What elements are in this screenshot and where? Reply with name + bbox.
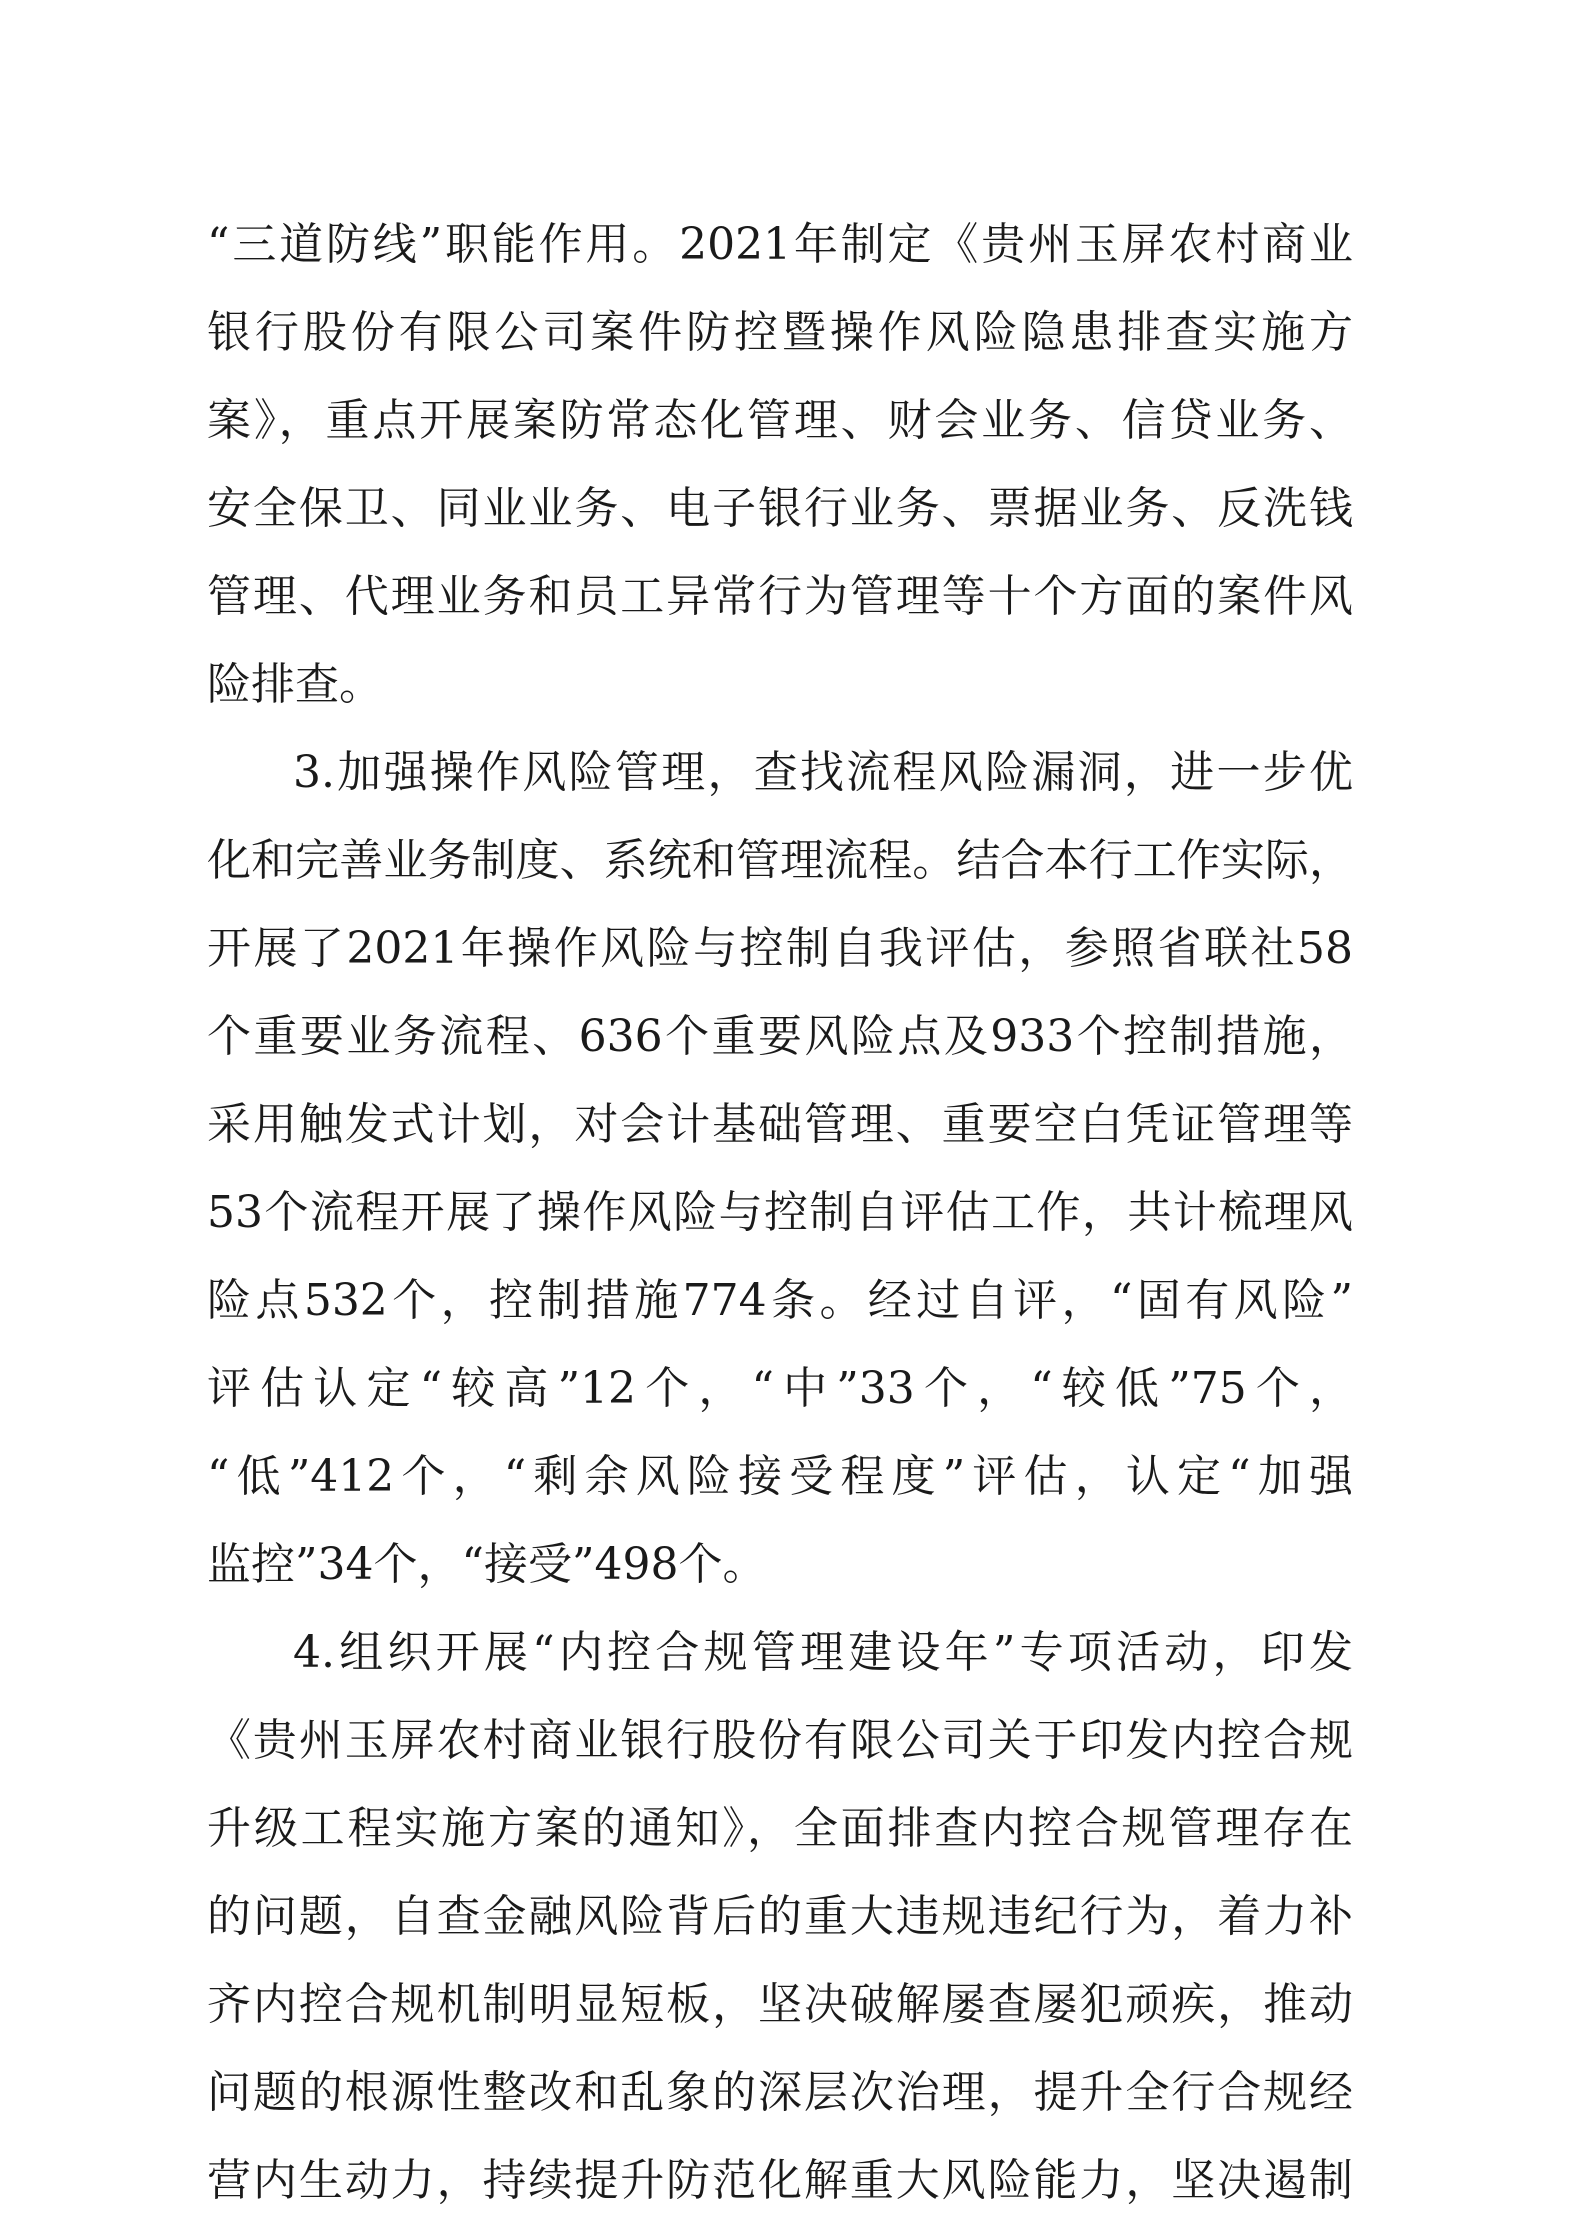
text-line: “低”412个，“剩余风险接受程度”评估，认定“加强 [207, 1451, 1353, 1502]
text-line: 3.加强操作风险管理，查找流程风险漏洞，进一步优 [293, 747, 1353, 798]
text-line: 安全保卫、同业业务、电子银行业务、票据业务、反洗钱 [207, 483, 1353, 534]
text-line: 4.组织开展“内控合规管理建设年”专项活动，印发 [293, 1627, 1353, 1678]
text-line: 管理、代理业务和员工异常行为管理等十个方面的案件风 [207, 571, 1353, 622]
text-line: 的问题，自查金融风险背后的重大违规违纪行为，着力补 [207, 1891, 1353, 1942]
text-line: 开展了2021年操作风险与控制自我评估，参照省联社58 [207, 923, 1353, 974]
text-line: 齐内控合规机制明显短板，坚决破解屡查屡犯顽疾，推动 [207, 1979, 1353, 2030]
text-line: 险点532个，控制措施774条。经过自评，“固有风险” [207, 1275, 1353, 1326]
text-line: 问题的根源性整改和乱象的深层次治理，提升全行合规经 [207, 2067, 1353, 2118]
text-line: 化和完善业务制度、系统和管理流程。结合本行工作实际， [207, 835, 1353, 886]
text-line: “三道防线”职能作用。2021年制定《贵州玉屏农村商业 [207, 219, 1353, 270]
text-line: 监控”34个，“接受”498个。 [207, 1539, 767, 1590]
text-line: 《贵州玉屏农村商业银行股份有限公司关于印发内控合规 [207, 1715, 1353, 1766]
text-line: 采用触发式计划，对会计基础管理、重要空白凭证管理等 [207, 1099, 1353, 1150]
text-line: 营内生动力，持续提升防范化解重大风险能力，坚决遏制 [207, 2155, 1353, 2206]
text-line: 评估认定“较高”12个，“中”33个，“较低”75个， [207, 1363, 1353, 1414]
text-line: 银行股份有限公司案件防控暨操作风险隐患排查实施方 [207, 307, 1353, 358]
text-line: 险排查。 [207, 659, 383, 710]
text-line: 53个流程开展了操作风险与控制自评估工作，共计梳理风 [207, 1187, 1353, 1238]
text-line: 个重要业务流程、636个重要风险点及933个控制措施， [207, 1011, 1353, 1062]
text-line: 案》，重点开展案防常态化管理、财会业务、信贷业务、 [207, 395, 1353, 446]
text-line: 升级工程实施方案的通知》，全面排查内控合规管理存在 [207, 1803, 1353, 1854]
